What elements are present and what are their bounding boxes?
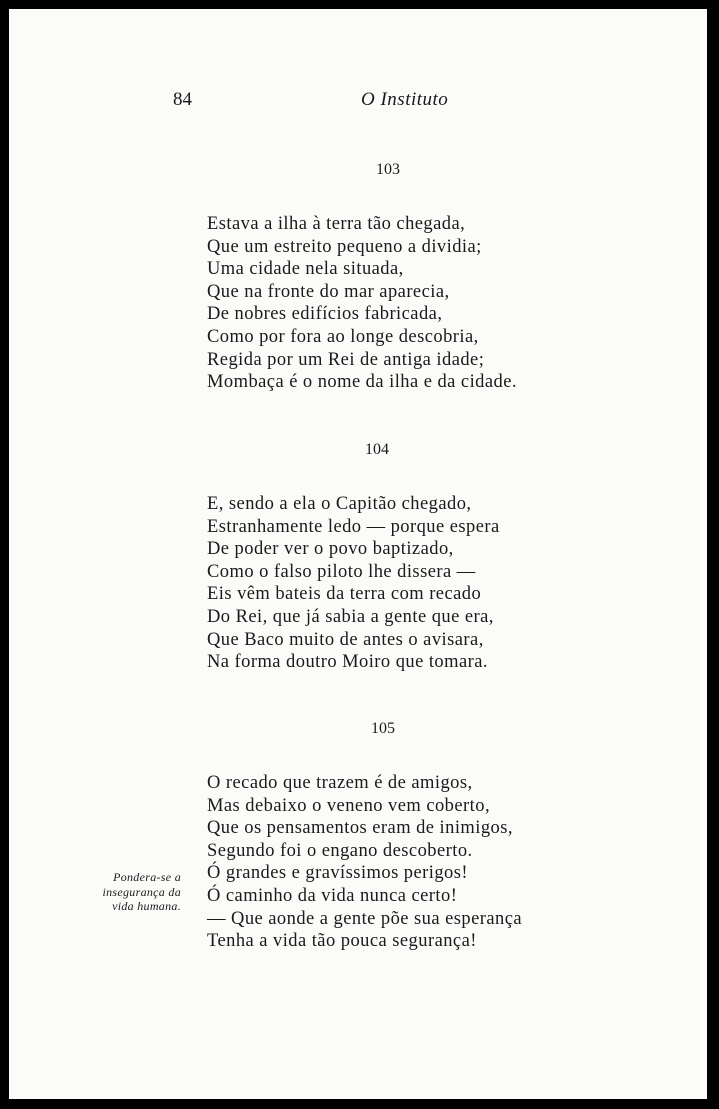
verse-line: Como o falso piloto lhe dissera —: [207, 561, 476, 582]
verse-line: Uma cidade nela situada,: [207, 259, 404, 280]
stanza-number: 105: [371, 720, 395, 737]
verse-line: E, sendo a ela o Capitão chegado,: [207, 494, 472, 514]
margin-note-line: Pondera-se a: [113, 870, 181, 884]
verse-line: Mombaça é o nome da ilha e da cidade.: [207, 372, 517, 393]
verse-line: O recado que trazem é de amigos,: [207, 773, 473, 793]
stanza-105: [207, 772, 522, 953]
running-head-title: O Instituto: [361, 89, 449, 110]
verse-line: De poder ver o povo baptizado,: [207, 539, 454, 560]
margin-note-line: insegurança da: [102, 884, 181, 899]
verse-line: Que um estreito pequeno a dividia;: [207, 236, 482, 257]
verse-line: — Que aonde a gente põe sua esperança: [207, 908, 523, 929]
stanza-number: 104: [365, 441, 389, 458]
page-number: 84: [173, 89, 192, 110]
verse-line: Ó grandes e gravíssimos perigos!: [207, 863, 469, 884]
verse-line: Como por fora ao longe descobria,: [207, 326, 479, 347]
verse-line: Eis vêm bateis da terra com recado: [207, 584, 482, 605]
margin-note: [81, 870, 181, 914]
verse-line: Tenha a vida tão pouca segurança!: [207, 931, 477, 952]
verse-line: Regida por um Rei de antiga idade;: [207, 349, 485, 370]
verse-line: Na forma doutro Moiro que tomara.: [207, 652, 488, 673]
margin-note-line: vida humana.: [112, 899, 181, 913]
verse-line: Do Rei, que já sabia a gente que era,: [207, 606, 494, 627]
stanza-103: [207, 213, 517, 394]
verse-line: Estava a ilha à terra tão chegada,: [207, 214, 466, 234]
verse-line: Que os pensamentos eram de inimigos,: [207, 818, 513, 839]
verse-line: Que na fronte do mar aparecia,: [207, 281, 450, 302]
verse-line: Estranhamente ledo — porque espera: [207, 516, 500, 537]
verse-line: Ó caminho da vida nunca certo!: [207, 885, 458, 906]
book-page: [9, 9, 707, 1099]
verse-line: Que Baco muito de antes o avisara,: [207, 629, 484, 650]
verse-line: Mas debaixo o veneno vem coberto,: [207, 795, 491, 816]
verse-line: Segundo foi o engano descoberto.: [207, 840, 473, 861]
verse-line: De nobres edifícios fabricada,: [207, 304, 443, 325]
stanza-104: [207, 493, 500, 674]
stanza-number: 103: [376, 161, 400, 178]
